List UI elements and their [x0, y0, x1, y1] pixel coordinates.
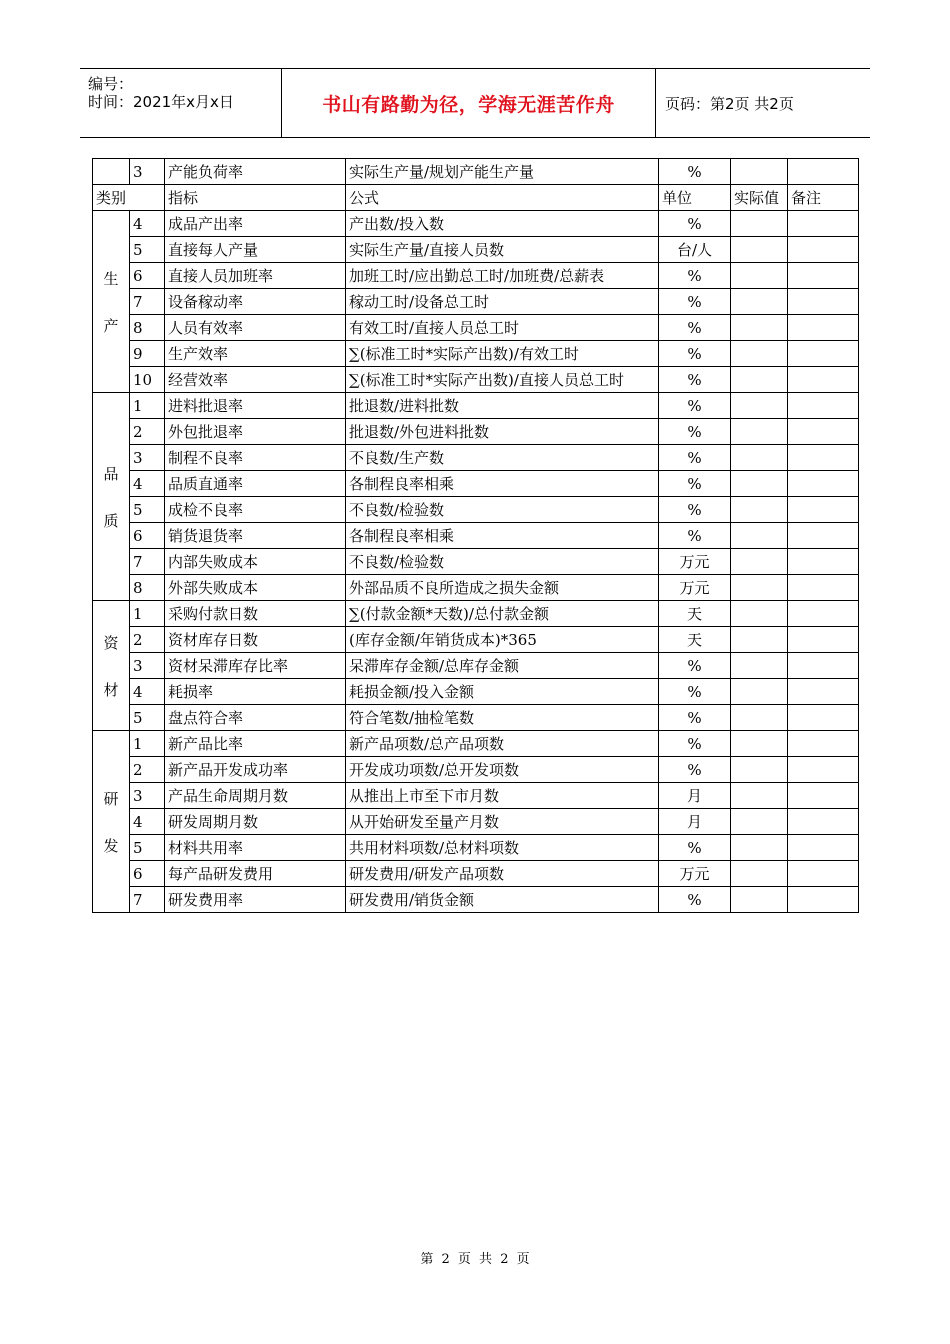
unit-cell: % [659, 835, 731, 861]
table-row [93, 861, 859, 887]
formula-cell: 各制程良率相乘 [346, 471, 659, 497]
unit-cell: 天 [659, 627, 731, 653]
row-number: 5 [130, 835, 165, 861]
remark-cell [788, 393, 859, 419]
row-number: 6 [130, 523, 165, 549]
table-row [93, 159, 859, 185]
remark-cell [788, 575, 859, 601]
actual-value-cell [731, 705, 788, 731]
formula-cell: (库存金额/年销货成本)*365 [346, 627, 659, 653]
date-label: 时间：2021年x月x日 [88, 93, 234, 111]
header-meta [80, 69, 280, 137]
remark-cell [788, 627, 859, 653]
category-cell [93, 393, 130, 601]
table-row [93, 315, 859, 341]
unit-cell: % [659, 289, 731, 315]
column-header-unit: 单位 [659, 185, 731, 211]
formula-cell: 实际生产量/规划产能生产量 [346, 159, 659, 185]
indicator-cell: 进料批退率 [165, 393, 346, 419]
actual-value-cell [731, 627, 788, 653]
header-slogan-cell [281, 69, 656, 137]
remark-cell [788, 419, 859, 445]
unit-cell: % [659, 159, 731, 185]
unit-cell: % [659, 523, 731, 549]
remark-cell [788, 211, 859, 237]
formula-cell: 共用材料项数/总材料项数 [346, 835, 659, 861]
number-label: 编号： [88, 75, 134, 93]
indicator-cell: 材料共用率 [165, 835, 346, 861]
indicator-cell: 研发费用率 [165, 887, 346, 913]
remark-cell [788, 783, 859, 809]
formula-cell: 批退数/外包进料批数 [346, 419, 659, 445]
unit-cell: % [659, 419, 731, 445]
indicator-cell: 销货退货率 [165, 523, 346, 549]
indicator-cell: 成品产出率 [165, 211, 346, 237]
unit-cell: % [659, 731, 731, 757]
formula-cell: 产出数/投入数 [346, 211, 659, 237]
remark-cell [788, 315, 859, 341]
table-row [93, 809, 859, 835]
unit-cell: 月 [659, 809, 731, 835]
remark-cell [788, 887, 859, 913]
unit-cell: 台/人 [659, 237, 731, 263]
row-number: 7 [130, 549, 165, 575]
actual-value-cell [731, 757, 788, 783]
row-number: 3 [130, 653, 165, 679]
indicator-cell: 品质直通率 [165, 471, 346, 497]
column-header-formula: 公式 [346, 185, 659, 211]
page-footer: 第 2 页 共 2 页 [420, 1252, 530, 1267]
indicator-cell: 产品生命周期月数 [165, 783, 346, 809]
row-number: 2 [130, 419, 165, 445]
remark-cell [788, 679, 859, 705]
table-row [93, 731, 859, 757]
row-number: 4 [130, 679, 165, 705]
remark-cell [788, 471, 859, 497]
remark-cell [788, 523, 859, 549]
actual-value-cell [731, 497, 788, 523]
formula-cell: 加班工时/应出勤总工时/加班费/总薪表 [346, 263, 659, 289]
unit-cell: % [659, 757, 731, 783]
actual-value-cell [731, 341, 788, 367]
row-number: 6 [130, 861, 165, 887]
row-number: 5 [130, 237, 165, 263]
category-label [96, 268, 126, 336]
kpi-table [92, 158, 859, 913]
row-number: 3 [130, 783, 165, 809]
indicator-cell: 盘点符合率 [165, 705, 346, 731]
indicator-cell: 新产品比率 [165, 731, 346, 757]
unit-cell: % [659, 679, 731, 705]
formula-cell: 实际生产量/直接人员数 [346, 237, 659, 263]
remark-cell [788, 289, 859, 315]
actual-value-cell [731, 263, 788, 289]
table-row [93, 575, 859, 601]
row-number: 3 [130, 159, 165, 185]
actual-value-cell [731, 601, 788, 627]
table-row [93, 757, 859, 783]
remark-cell [788, 731, 859, 757]
document-header [80, 68, 870, 138]
indicator-cell: 直接人员加班率 [165, 263, 346, 289]
formula-cell: 呆滞库存金额/总库存金额 [346, 653, 659, 679]
table-row [93, 263, 859, 289]
remark-cell [788, 549, 859, 575]
row-number: 2 [130, 627, 165, 653]
row-number: 8 [130, 315, 165, 341]
table-row [93, 367, 859, 393]
actual-value-cell [731, 315, 788, 341]
unit-cell: % [659, 705, 731, 731]
category-label [96, 463, 126, 531]
table-row [93, 705, 859, 731]
actual-value-cell [731, 471, 788, 497]
unit-cell: % [659, 341, 731, 367]
row-number: 1 [130, 601, 165, 627]
table-row [93, 783, 859, 809]
formula-cell: ∑(付款金额*天数)/总付款金额 [346, 601, 659, 627]
remark-cell [788, 263, 859, 289]
remark-cell [788, 601, 859, 627]
table-header-row [93, 185, 859, 211]
unit-cell: 万元 [659, 575, 731, 601]
row-number: 5 [130, 497, 165, 523]
formula-cell: 从开始研发至量产月数 [346, 809, 659, 835]
remark-cell [788, 757, 859, 783]
actual-value-cell [731, 523, 788, 549]
table-row [93, 341, 859, 367]
table-row [93, 549, 859, 575]
row-number: 4 [130, 211, 165, 237]
remark-cell [788, 497, 859, 523]
unit-cell: % [659, 445, 731, 471]
remark-cell [788, 809, 859, 835]
formula-cell: 新产品项数/总产品项数 [346, 731, 659, 757]
unit-cell: 月 [659, 783, 731, 809]
actual-value-cell [731, 419, 788, 445]
row-number: 6 [130, 263, 165, 289]
indicator-cell: 人员有效率 [165, 315, 346, 341]
indicator-cell: 资材呆滞库存比率 [165, 653, 346, 679]
category-char: 材 [103, 680, 119, 699]
formula-cell: 研发费用/销货金额 [346, 887, 659, 913]
table-row [93, 237, 859, 263]
unit-cell: % [659, 211, 731, 237]
table-row [93, 497, 859, 523]
indicator-cell: 经营效率 [165, 367, 346, 393]
category-cell [93, 731, 130, 913]
formula-cell: ∑(标准工时*实际产出数)/直接人员总工时 [346, 367, 659, 393]
formula-cell: 不良数/检验数 [346, 497, 659, 523]
header-page-cell [655, 69, 870, 137]
actual-value-cell [731, 653, 788, 679]
remark-cell [788, 367, 859, 393]
actual-value-cell [731, 237, 788, 263]
formula-cell: 不良数/生产数 [346, 445, 659, 471]
unit-cell: % [659, 653, 731, 679]
table-row [93, 679, 859, 705]
table-row [93, 211, 859, 237]
actual-value-cell [731, 835, 788, 861]
table-row [93, 419, 859, 445]
table-row [93, 627, 859, 653]
row-number: 5 [130, 705, 165, 731]
formula-cell: 符合笔数/抽检笔数 [346, 705, 659, 731]
row-number: 7 [130, 887, 165, 913]
unit-cell: 天 [659, 601, 731, 627]
kpi-table-body [93, 159, 859, 913]
indicator-cell: 外包批退率 [165, 419, 346, 445]
table-row [93, 445, 859, 471]
unit-cell: 万元 [659, 861, 731, 887]
indicator-cell: 外部失败成本 [165, 575, 346, 601]
category-char: 研 [103, 789, 119, 808]
indicator-cell: 产能负荷率 [165, 159, 346, 185]
category-char: 质 [103, 511, 119, 530]
column-header-indicator: 指标 [165, 185, 346, 211]
formula-cell: 耗损金额/投入金额 [346, 679, 659, 705]
unit-cell: % [659, 263, 731, 289]
formula-cell: 稼动工时/设备总工时 [346, 289, 659, 315]
category-char: 生 [103, 269, 119, 288]
formula-cell: 从推出上市至下市月数 [346, 783, 659, 809]
category-label [96, 632, 126, 700]
indicator-cell: 制程不良率 [165, 445, 346, 471]
actual-value-cell [731, 679, 788, 705]
row-number: 4 [130, 471, 165, 497]
remark-cell [788, 341, 859, 367]
actual-value-cell [731, 445, 788, 471]
row-number: 7 [130, 289, 165, 315]
remark-cell [788, 705, 859, 731]
indicator-cell: 每产品研发费用 [165, 861, 346, 887]
table-row [93, 393, 859, 419]
remark-cell [788, 835, 859, 861]
indicator-cell: 采购付款日数 [165, 601, 346, 627]
unit-cell: % [659, 497, 731, 523]
indicator-cell: 内部失败成本 [165, 549, 346, 575]
remark-cell [788, 159, 859, 185]
table-row [93, 523, 859, 549]
column-header-actual: 实际值 [731, 185, 788, 211]
category-cell [93, 211, 130, 393]
formula-cell: 批退数/进料批数 [346, 393, 659, 419]
actual-value-cell [731, 289, 788, 315]
formula-cell: 各制程良率相乘 [346, 523, 659, 549]
category-label [96, 788, 126, 856]
formula-cell: 研发费用/研发产品项数 [346, 861, 659, 887]
actual-value-cell [731, 783, 788, 809]
row-number: 10 [130, 367, 165, 393]
unit-cell: % [659, 471, 731, 497]
category-cell [93, 601, 130, 731]
row-number: 2 [130, 757, 165, 783]
actual-value-cell [731, 159, 788, 185]
column-header-category: 类别 [93, 185, 165, 211]
row-number: 1 [130, 731, 165, 757]
category-char: 资 [103, 633, 119, 652]
table-row [93, 835, 859, 861]
unit-cell: % [659, 315, 731, 341]
row-number: 9 [130, 341, 165, 367]
unit-cell: 万元 [659, 549, 731, 575]
actual-value-cell [731, 575, 788, 601]
actual-value-cell [731, 211, 788, 237]
row-number: 4 [130, 809, 165, 835]
remark-cell [788, 653, 859, 679]
indicator-cell: 设备稼动率 [165, 289, 346, 315]
row-number: 3 [130, 445, 165, 471]
indicator-cell: 资材库存日数 [165, 627, 346, 653]
page-info: 页码：第2页 共2页 [665, 94, 794, 113]
indicator-cell: 耗损率 [165, 679, 346, 705]
table-row [93, 289, 859, 315]
actual-value-cell [731, 367, 788, 393]
table-row [93, 887, 859, 913]
unit-cell: % [659, 887, 731, 913]
indicator-cell: 成检不良率 [165, 497, 346, 523]
column-header-remark: 备注 [788, 185, 859, 211]
category-char: 产 [103, 316, 119, 335]
formula-cell: 外部品质不良所造成之损失金额 [346, 575, 659, 601]
actual-value-cell [731, 887, 788, 913]
formula-cell: ∑(标准工时*实际产出数)/有效工时 [346, 341, 659, 367]
row-number: 1 [130, 393, 165, 419]
indicator-cell: 新产品开发成功率 [165, 757, 346, 783]
remark-cell [788, 237, 859, 263]
actual-value-cell [731, 731, 788, 757]
actual-value-cell [731, 549, 788, 575]
indicator-cell: 生产效率 [165, 341, 346, 367]
indicator-cell: 研发周期月数 [165, 809, 346, 835]
formula-cell: 有效工时/直接人员总工时 [346, 315, 659, 341]
slogan: 书山有路勤为径，学海无涯苦作舟 [322, 93, 615, 116]
category-char: 品 [103, 464, 119, 483]
actual-value-cell [731, 809, 788, 835]
remark-cell [788, 861, 859, 887]
formula-cell: 不良数/检验数 [346, 549, 659, 575]
table-row [93, 601, 859, 627]
formula-cell: 开发成功项数/总开发项数 [346, 757, 659, 783]
unit-cell: % [659, 367, 731, 393]
table-row [93, 471, 859, 497]
remark-cell [788, 445, 859, 471]
indicator-cell: 直接每人产量 [165, 237, 346, 263]
table-row [93, 653, 859, 679]
category-cell [93, 159, 130, 185]
actual-value-cell [731, 861, 788, 887]
unit-cell: % [659, 393, 731, 419]
row-number: 8 [130, 575, 165, 601]
category-char: 发 [103, 836, 119, 855]
actual-value-cell [731, 393, 788, 419]
